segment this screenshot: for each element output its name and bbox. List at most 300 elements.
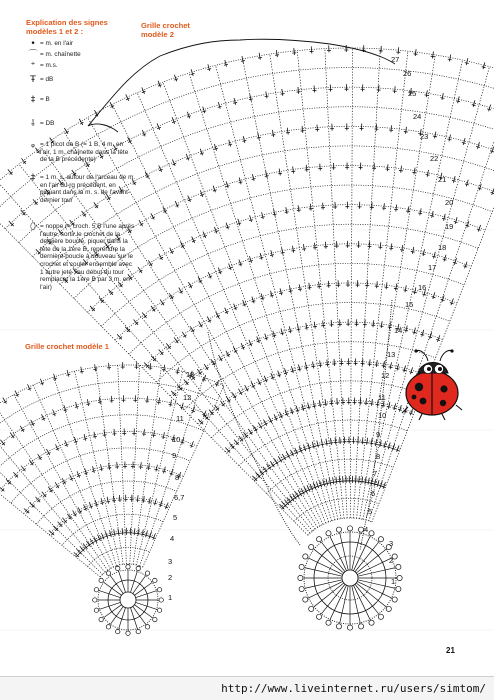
stitch-mark (454, 258, 456, 265)
stitch-mark (380, 440, 382, 447)
picot-loop (316, 537, 321, 542)
model1-chart (0, 362, 224, 635)
row-arc (88, 205, 486, 313)
stitch-bar (389, 367, 393, 368)
stitch-mark (442, 295, 444, 302)
stitch-bar (242, 140, 246, 141)
stitch-bar (285, 212, 289, 213)
stitch-bar (418, 213, 422, 214)
stitch-mark (368, 478, 369, 485)
picot-loop (316, 614, 321, 619)
motif-spoke (358, 580, 395, 588)
stitch-bar (73, 173, 76, 175)
row-arc (24, 465, 184, 514)
stitch-mark (420, 208, 421, 215)
stitch-bar (462, 142, 466, 143)
row-number: 18 (438, 243, 446, 252)
stitch-bar (107, 197, 110, 199)
stitch-mark (383, 361, 384, 368)
stitch-mark (305, 363, 306, 370)
source-url[interactable]: http://www.liveinternet.ru/users/simtom/ (221, 682, 486, 695)
row-arc (129, 263, 464, 354)
picot-loop (159, 598, 163, 602)
motif-spoke (309, 558, 343, 574)
stitch-mark (149, 532, 151, 539)
stitch-mark (323, 480, 325, 487)
picot-loop (126, 565, 130, 569)
stitch-bar (476, 146, 480, 147)
picot-loop (136, 566, 140, 570)
stitch-mark (394, 403, 396, 410)
stitch-bar (325, 443, 329, 444)
stitch-bar (305, 328, 309, 329)
stitch-bar (296, 410, 300, 411)
stitch-mark (109, 463, 110, 470)
stitch-mark (252, 174, 254, 181)
picot-loop (378, 614, 383, 619)
legend-item-text: = m.s. (40, 62, 136, 70)
picot-loop (326, 620, 331, 625)
stitch-bar (281, 252, 285, 253)
stitch-mark (119, 495, 120, 502)
stitch-bar (152, 435, 156, 436)
stitch-bar (308, 288, 312, 289)
picot-loop (153, 617, 157, 621)
stitch-mark (390, 362, 391, 369)
fan-ray (0, 434, 103, 575)
picot-loop (369, 531, 374, 536)
row-number: 7 (373, 469, 377, 478)
stitch-bar (261, 217, 265, 218)
motif-spoke (352, 533, 360, 570)
stitch-bar (168, 404, 172, 405)
stitch-bar (252, 179, 256, 180)
stitch-mark (320, 164, 321, 171)
row-arc (49, 498, 170, 535)
stitch-mark (458, 96, 460, 103)
stitch-mark (412, 247, 413, 254)
row-arc (46, 146, 494, 271)
stitch-mark (380, 481, 382, 488)
stitch-mark (238, 219, 240, 226)
picot-loop (303, 554, 308, 559)
half-double-crochet-icon: Ŧ (26, 76, 40, 85)
stitch-mark (449, 135, 451, 142)
stitch-bar (202, 111, 206, 112)
stitch-mark (367, 438, 368, 445)
stitch-mark (225, 60, 227, 67)
stitch-bar (95, 205, 98, 207)
motif-spoke (309, 581, 343, 597)
stitch-mark (298, 325, 299, 332)
stitch-mark (372, 399, 373, 406)
model2-chart (0, 39, 494, 630)
stitch-mark (381, 321, 382, 328)
stitch-bar (307, 447, 311, 448)
picot-loop (396, 586, 401, 591)
stitch-bar (212, 363, 215, 365)
stitch-bar (199, 372, 202, 374)
row-number: 4 (364, 525, 368, 534)
chain-stitch-icon: • (26, 40, 40, 49)
row-number: 5 (368, 507, 372, 516)
stitch-mark (191, 69, 193, 76)
stitch-bar (272, 335, 276, 336)
row-number: 8 (376, 452, 380, 461)
motif-spoke (330, 585, 346, 619)
fan-ray (189, 73, 332, 521)
picot-loop (326, 531, 331, 536)
stitch-mark (435, 132, 436, 139)
stitch-bar (162, 369, 166, 370)
stitch-bar (270, 255, 274, 256)
stitch-bar (465, 184, 469, 185)
stitch-mark (365, 477, 366, 484)
stitch-mark (442, 93, 443, 100)
stitch-mark (258, 133, 259, 140)
row-number: 26 (403, 69, 411, 78)
fan-ray (0, 201, 308, 535)
row-arc (0, 48, 494, 201)
row-number: 5 (173, 513, 177, 522)
motif-spoke (340, 533, 348, 570)
stitch-bar (161, 302, 164, 304)
stitch-mark (159, 398, 160, 405)
picot-loop (298, 575, 303, 580)
stitch-bar (392, 408, 396, 409)
stitch-mark (298, 364, 300, 371)
stitch-bar (128, 230, 131, 232)
stitch-mark (406, 127, 407, 134)
stitch-bar (298, 369, 302, 370)
stitch-bar (107, 468, 111, 469)
stitch-mark (122, 528, 123, 535)
stitch-mark (405, 285, 406, 292)
stitch-bar (465, 63, 469, 64)
stitch-mark (156, 465, 157, 472)
stitch-bar (329, 443, 333, 444)
motif-spoke (357, 558, 391, 574)
row-number: 6 (371, 489, 375, 498)
stitch-mark (427, 170, 428, 177)
row-number: 13 (186, 370, 194, 379)
row-number: 11 (176, 414, 184, 423)
stitch-bar (402, 370, 406, 371)
row-arc (294, 498, 379, 521)
stitch-mark (170, 400, 171, 407)
stitch-bar (301, 408, 305, 409)
motif-spoke (305, 580, 342, 588)
stitch-bar (487, 109, 491, 110)
stitch-bar (183, 335, 186, 337)
single-crochet-icon: ⁺ (26, 62, 40, 71)
picot-loop (126, 631, 130, 635)
stitch-mark (384, 203, 385, 210)
row-number: 17 (428, 263, 436, 272)
stitch-bar (60, 182, 63, 184)
stitch-bar (313, 326, 317, 327)
motif-spoke (353, 585, 369, 619)
row-number: 27 (391, 55, 399, 64)
picot-loop (336, 527, 341, 532)
stitch-mark (314, 322, 315, 329)
stitch-mark (325, 242, 326, 249)
stitch-mark (134, 528, 135, 535)
row-arc (0, 431, 197, 492)
stitch-bar (430, 215, 434, 216)
triple-crochet-icon: ⸸ (26, 120, 40, 129)
motif-spoke (305, 568, 342, 576)
picot-loop (99, 617, 103, 621)
stitch-mark (306, 165, 307, 172)
stitch-bar (153, 503, 157, 504)
stitch-mark (319, 400, 320, 407)
motif-spoke (330, 537, 346, 571)
picot-loop (358, 624, 363, 629)
stitch-mark (328, 281, 329, 288)
legend-item-text: = 1 picot de B (= 1 B, 4 m. en l'air, 1 m. chaînette dans la tête de la B précédente) (40, 141, 136, 164)
stitch-bar (426, 175, 430, 176)
legend-item-text: = 1 m. s. autour de l'arceau de m. en l'air du rg précédent, en piquant dans la m. s. de l'avant-dernier tour (40, 174, 136, 204)
row-number: 1 (391, 577, 395, 586)
stitch-mark (391, 243, 392, 250)
stitch-bar (482, 67, 486, 68)
picot-loop (106, 625, 110, 629)
stitch-mark (314, 243, 315, 250)
stitch-bar (106, 245, 109, 247)
stitch-mark (323, 203, 324, 210)
stitch-bar (75, 406, 79, 407)
stitch-bar (39, 457, 42, 459)
stitch-mark (327, 360, 328, 367)
stitch-bar (117, 533, 121, 534)
picot-loop (145, 625, 149, 629)
stitch-bar (376, 404, 380, 405)
stitch-mark (117, 462, 118, 469)
stitch-bar (98, 402, 102, 403)
stitch-mark (317, 441, 319, 448)
picot-loop (299, 564, 304, 569)
stitch-mark (411, 367, 413, 374)
row-number: 1 (168, 593, 172, 602)
stitch-bar (289, 291, 293, 292)
picot-loop (157, 608, 161, 612)
stitch-mark (242, 56, 243, 63)
motif-spoke (104, 582, 122, 595)
picot-loop (358, 527, 363, 532)
stitch-bar (432, 256, 436, 257)
stitch-mark (243, 136, 245, 143)
stitch-mark (313, 401, 314, 408)
stitch-mark (326, 439, 327, 446)
motif-spoke (133, 576, 146, 594)
stitch-bar (113, 534, 117, 535)
stitch-mark (310, 204, 311, 211)
picot-loop (397, 575, 402, 580)
stitch-mark (150, 363, 151, 370)
stitch-mark (148, 463, 149, 470)
stitch-mark (391, 125, 392, 132)
stitch-mark (87, 399, 88, 406)
stitch-mark (402, 245, 403, 252)
stitch-mark (226, 223, 228, 230)
row-arc (33, 126, 494, 256)
stitch-mark (177, 367, 178, 374)
stitch-mark (388, 402, 390, 409)
stitch-mark (373, 320, 374, 327)
stitch-mark (371, 438, 372, 445)
model2-outer-scallops (88, 39, 395, 132)
stitch-bar (413, 292, 417, 293)
model2-row-numbers (364, 55, 453, 586)
stitch-mark (337, 398, 338, 405)
stitch-bar (412, 332, 416, 333)
stitch-mark (99, 397, 100, 404)
stitch-mark (290, 286, 291, 293)
picot-loop (94, 588, 98, 592)
motif-spoke (353, 537, 369, 571)
stitch-mark (369, 359, 370, 366)
stitch-bar (280, 333, 284, 334)
legend-item-text: = m. chaînette (40, 51, 136, 59)
motif-spoke (358, 568, 395, 576)
stitch-mark (386, 282, 387, 289)
stitch-bar (92, 470, 96, 471)
motif-spoke (133, 606, 146, 624)
picot-loop (94, 608, 98, 612)
stitch-bar (261, 298, 265, 299)
stitch-bar (157, 402, 161, 403)
ladybug-icon (402, 349, 462, 420)
row-number: 10 (378, 411, 386, 420)
row-number: 19 (445, 222, 453, 231)
stitch-bar (241, 61, 245, 62)
row-number: 12 (381, 371, 389, 380)
stitch-mark (366, 398, 367, 405)
stitch-mark (234, 98, 236, 105)
row-arc (11, 448, 190, 503)
stitch-mark (278, 371, 280, 378)
stitch-bar (66, 374, 70, 375)
row-arc (0, 68, 494, 215)
stitch-bar (152, 309, 155, 311)
row-number: 4 (170, 534, 174, 543)
row-number: 23 (420, 132, 428, 141)
stitch-mark (319, 282, 320, 289)
stitch-mark (311, 46, 312, 53)
stitch-mark (335, 437, 336, 444)
grid1-title: Grille crochet modèle 1 (25, 342, 145, 351)
stitch-bar (88, 544, 91, 546)
stitch-mark (426, 90, 427, 97)
stitch-mark (229, 140, 231, 147)
puff-stitch-icon: ⬯ (26, 223, 40, 232)
stitch-mark (271, 250, 273, 257)
row-number: 22 (430, 154, 438, 163)
stitch-bar (288, 331, 292, 332)
stitch-mark (489, 105, 491, 112)
stitch-bar (175, 340, 178, 342)
stitch-mark (299, 284, 300, 291)
stitch-mark (414, 287, 416, 294)
stitch-mark (331, 399, 332, 406)
page-number: 21 (446, 646, 455, 655)
stitch-mark (329, 478, 330, 485)
stitch-bar (369, 443, 373, 444)
stitch-bar (403, 290, 407, 291)
stitch-mark (473, 100, 475, 107)
stitch-mark (218, 102, 220, 109)
stitch-mark (306, 323, 307, 330)
stitch-mark (164, 365, 165, 372)
motif-spoke (104, 605, 122, 618)
stitch-bar (311, 366, 315, 367)
stitch-mark (276, 50, 277, 57)
stitch-bar (80, 371, 84, 372)
stitch-mark (483, 62, 485, 69)
stitch-bar (154, 469, 158, 470)
stitch-bar (207, 69, 211, 70)
stitch-bar (224, 64, 228, 65)
row-number: 15 (405, 300, 413, 309)
stitch-mark (404, 365, 406, 372)
stitch-mark (359, 476, 360, 483)
stitch-mark (331, 320, 332, 327)
motif-spoke (134, 582, 152, 595)
row-number: 24 (413, 112, 421, 121)
picot-loop (369, 620, 374, 625)
motif-spoke (110, 606, 123, 624)
stitch-mark (336, 477, 337, 484)
stitch-mark (343, 476, 344, 483)
stitch-bar (233, 396, 236, 398)
row-number: 14 (394, 326, 402, 335)
stitch-bar (30, 463, 33, 465)
fan-ray (369, 75, 494, 521)
row-number: 2 (389, 556, 393, 565)
stitch-bar (249, 260, 253, 261)
stitch-mark (155, 499, 157, 506)
stitch-bar (383, 446, 387, 447)
stitch-bar (302, 249, 306, 250)
stitch-mark (397, 364, 399, 371)
stitch-bar (50, 490, 53, 492)
stitch-bar (442, 218, 446, 219)
stitch-bar (86, 404, 90, 405)
stitch-mark (406, 326, 408, 333)
stitch-mark (260, 253, 262, 260)
stitch-mark (423, 249, 425, 256)
row-number: 21 (438, 175, 446, 184)
stitch-bar (284, 373, 288, 374)
stitch-mark (282, 248, 283, 255)
stitch-bar (279, 293, 283, 294)
legend-item-text: = B (40, 96, 136, 104)
stitch-bar (109, 535, 113, 536)
picot-loop (93, 598, 97, 602)
stitch-mark (293, 246, 294, 253)
picot-loop (392, 597, 397, 602)
legend-item-text: = m. en l'air (40, 40, 136, 48)
stitch-bar (271, 135, 275, 136)
stitch-bar (147, 468, 151, 469)
stitch-mark (171, 469, 173, 476)
stitch-bar (454, 221, 458, 222)
stitch-bar (176, 372, 180, 373)
stitch-bar (65, 131, 68, 133)
stitch-bar (139, 270, 142, 272)
stitch-mark (396, 284, 397, 291)
